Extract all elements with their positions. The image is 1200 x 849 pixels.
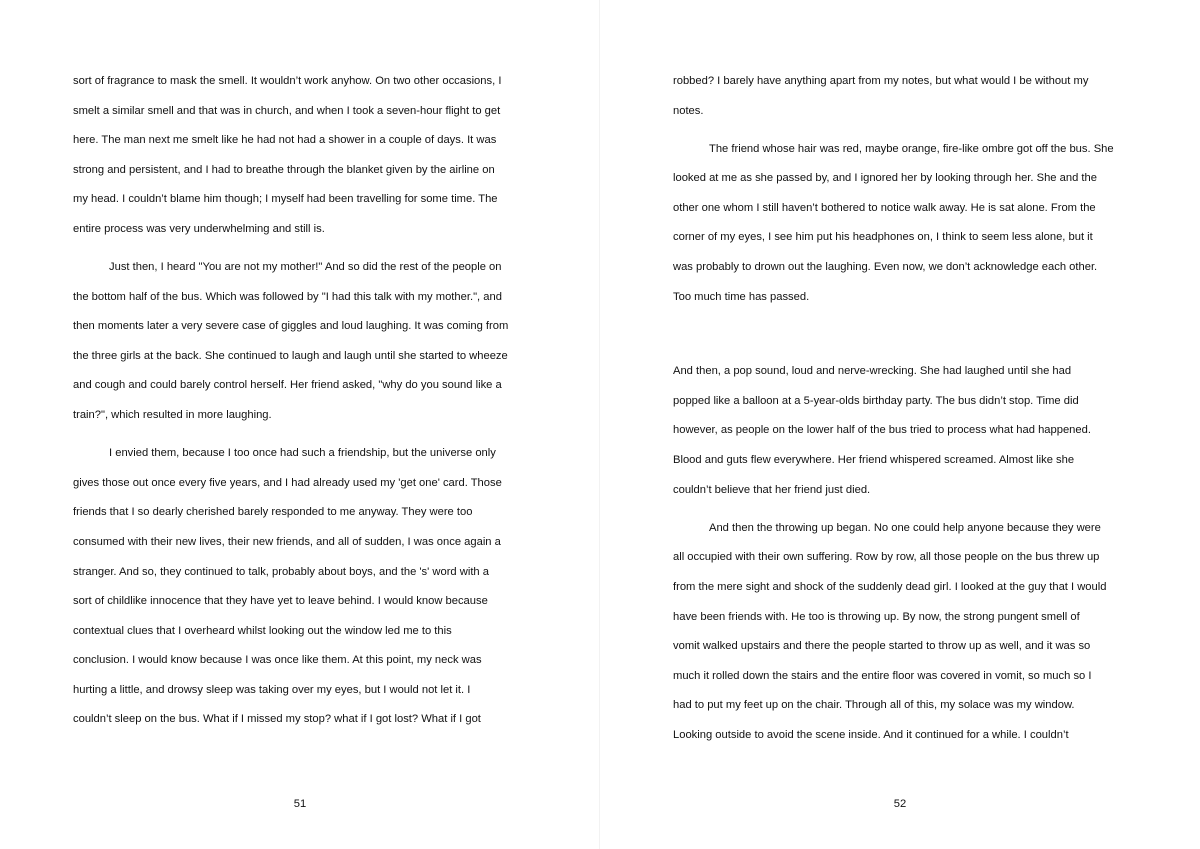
- text-line: smelt a similar smell and that was in church, and when I took a seven-hour flight to get: [73, 104, 501, 117]
- text-line: The friend whose hair was red, maybe orange, fire-like ombre got off the bus. She: [709, 142, 1114, 155]
- paragraph-gap: [73, 431, 543, 440]
- section-break: [673, 312, 1143, 357]
- page-number: 52: [893, 798, 907, 810]
- text-line: the bottom half of the bus. Which was followed by "I had this talk with my mother.", and: [73, 290, 502, 303]
- text-line: much it rolled down the stairs and the entire floor was covered in vomit, so much so I: [673, 669, 1092, 682]
- text-line: consumed with their new lives, their new friends, and all of sudden, I was once again a: [73, 535, 501, 548]
- text-line: vomit walked upstairs and there the people started to throw up as well, and it was so: [673, 640, 1091, 653]
- text-line: the three girls at the back. She continued to laugh and laugh until she started to wheeze: [73, 349, 508, 362]
- text-line: Just then, I heard "You are not my mother!" And so did the rest of the people on: [109, 261, 502, 274]
- text-line: couldn’t sleep on the bus. What if I missed my stop? what if I got lost? What if I got: [73, 713, 481, 726]
- text-line: had to put my feet up on the chair. Through all of this, my solace was my window.: [673, 699, 1075, 712]
- text-line: all occupied with their own suffering. Row by row, all those people on the bus threw up: [673, 551, 1100, 564]
- text-line: I envied them, because I too once had such a friendship, but the universe only: [109, 447, 496, 460]
- page-number: 51: [293, 798, 307, 810]
- text-line: other one whom I still haven’t bothered to notice walk away. He is sat alone. From the: [673, 201, 1096, 214]
- text-line: sort of childlike innocence that they have yet to leave behind. I would know because: [73, 595, 488, 608]
- text-line: my head. I couldn’t blame him though; I myself had been travelling for some time. The: [73, 193, 498, 206]
- text-line: robbed? I barely have anything apart from my notes, but what would I be without my: [673, 75, 1089, 87]
- text-line: then moments later a very severe case of giggles and loud laughing. It was coming from: [73, 320, 509, 333]
- text-line: and cough and could barely control herself. Her friend asked, "why do you sound like a: [73, 379, 502, 392]
- text-line: looked at me as she passed by, and I ignored her by looking through her. She and the: [673, 172, 1097, 185]
- text-line: entire process was very underwhelming and still is.: [73, 222, 325, 235]
- text-line: however, as people on the lower half of the bus tried to process what had happened.: [673, 424, 1091, 437]
- paragraph-gap: [73, 245, 543, 254]
- text-line: was probably to drown out the laughing. Even now, we don’t acknowledge each other.: [673, 261, 1098, 274]
- text-line: notes.: [673, 104, 704, 117]
- text-line: Blood and guts flew everywhere. Her friend whispered screamed. Almost like she: [673, 454, 1075, 467]
- text-line: stranger. And so, they continued to talk, probably about boys, and the 's' word with a: [73, 565, 489, 578]
- left-page-body: [73, 67, 543, 735]
- text-line: train?", which resulted in more laughing.: [73, 409, 272, 422]
- text-line: And then, a pop sound, loud and nerve-wrecking. She had laughed until she had: [673, 365, 1072, 378]
- text-line: conclusion. I would know because I was once like them. At this point, my neck was: [73, 654, 482, 667]
- text-line: contextual clues that I overheard whilst looking out the window led me to this: [73, 624, 452, 637]
- text-line: And then the throwing up began. No one could help anyone because they were: [709, 521, 1101, 534]
- paragraph-gap: [673, 505, 1143, 514]
- paragraph-gap: [673, 126, 1143, 135]
- right-page: [600, 0, 1200, 849]
- text-line: popped like a balloon at a 5-year-olds birthday party. The bus didn’t stop. Time did: [673, 394, 1079, 407]
- text-line: gives those out once every five years, and I had already used my 'get one' card. Those: [73, 476, 502, 489]
- right-page-body: [673, 67, 1143, 750]
- text-line: strong and persistent, and I had to breathe through the blanket given by the airline on: [73, 163, 495, 176]
- text-line: have been friends with. He too is throwing up. By now, the strong pungent smell of: [673, 610, 1080, 623]
- text-line: Looking outside to avoid the scene inside. And it continued for a while. I couldn’t: [673, 728, 1069, 741]
- text-line: Too much time has passed.: [673, 290, 810, 303]
- text-line: hurting a little, and drowsy sleep was taking over my eyes, but I would not let it. I: [73, 683, 471, 696]
- text-line: friends that I so dearly cherished barely responded to me anyway. They were too: [73, 506, 473, 519]
- text-line: here. The man next me smelt like he had not had a shower in a couple of days. It was: [73, 134, 497, 147]
- text-line: corner of my eyes, I see him put his headphones on, I think to seem less alone, but it: [673, 231, 1093, 244]
- text-line: from the mere sight and shock of the suddenly dead girl. I looked at the guy that I would: [673, 580, 1107, 593]
- text-line: sort of fragrance to mask the smell. It wouldn’t work anyhow. On two other occasions, I: [73, 75, 502, 87]
- text-line: couldn’t believe that her friend just died.: [673, 483, 871, 496]
